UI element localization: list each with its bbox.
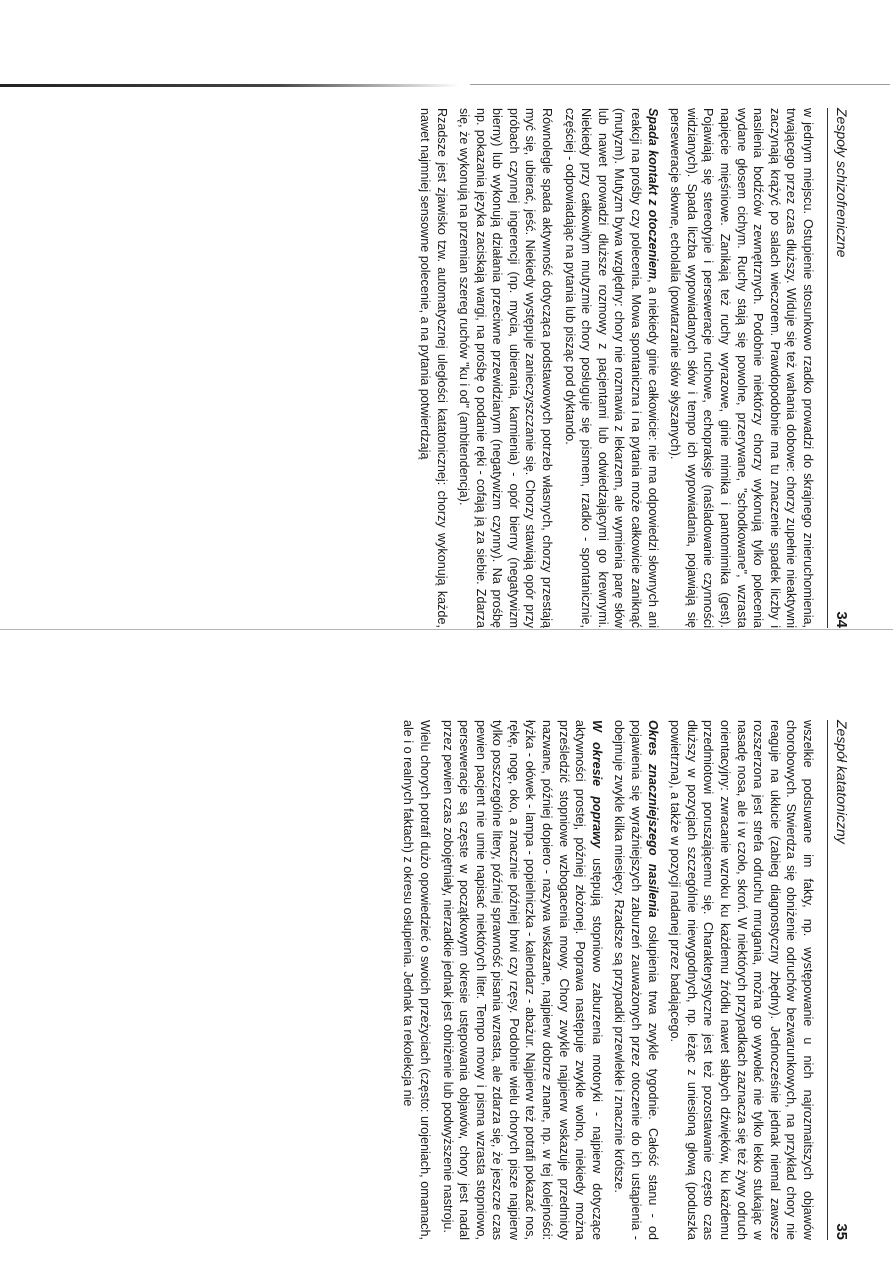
page-body [56,108,816,628]
page-header [828,108,850,628]
scan-line-right [470,84,890,85]
paragraph: w jednym miejscu. Ostupienie stosunkowo rzadko prowadzi do skrajnego znieruchomienia, trwającego przez czas dłuższy. Widuje się też wahania dobowe: chorzy zupełnie nieaktywni zaczynają krążyć po salach wieczorem. Prawdopodobnie ma tu znaczenie spadek liczby i nasilenia bodźców zewnętrznych. Podobnie niektórzy chorzy wykonują tylko polecenia wydane głosem cichym. Ruchy stają się powolne, przerywane, "schodkowane", wzrasta napięcie mięśniowe. Zanikają też ruchy wyrazowe, ginie mimika i pantomimika (gest). Pojawiają się stereotypie i perseweracje ruchowe, echopraksje (naśladowanie czynności widzianych). Spada liczba wypowiadanych słów i tempo ich wypowiadania, pojawiają się perseweracje słowne, echolalia (powtarzanie słów słyszanych). [668,108,815,628]
page-number: 35 [833,1223,850,1240]
paragraph: Okres znaczniejszego nasilenia osłupienia trwa zwykle tygodnie. Całość stanu - od pojawienia się wyraźniejszych zaburzeń zauważonych przez otoczenie do ich ustąpienia - obejmuje zwykle kilka miesięcy. Rzadsze są przypadki przewlekłe i znacznie krótsze. [612,720,660,1240]
running-head: Zespoły schizofreniczne [834,108,850,258]
page-body [56,720,816,1240]
book-gutter [0,629,893,630]
paragraph: Spada kontakt z otoczeniem, a niekiedy ginie całkowicie: nie ma odpowiedzi słownych ani reakcji na prośby czy polecenia. Mowa spontaniczna i na pytania może całkowicie zaniknąć (mutyzm). Mutyzm bywa względny: chory nie rozmawia z lekarzem, ale wymienia parę słów lub nawet prowadzi dłuższe rozmowy z pacjentami lub odwiedzającymi go krewnymi. Niekiedy przy całkowitym mutyzmie chory posługuje się pismem, rzadko - spontanicznie, częściej - odpowiadając na pytania lub pisząc pod dyktando. [562,108,660,628]
scan-edge-shadow [0,84,460,87]
running-head: Zespół katatoniczny [834,720,850,844]
paragraph: wszelkie podsuwane im fakty, np. występowanie u nich najrozmaitszych objawów chorobowych. Stwierdza się obniżenie odruchów bezwarunkowych, na przykład chory nie reaguje na ukłucie (zabieg diagnostyczny zbędny). Jednocześnie jednak niemal zawsze rozszerzona jest strefa odruchu mrugania, można go wywołać nie tylko lekko stukając w nasadę nosa, ale i w czoło, skroń. W niektórych przypadkach zaznacza się też żywy odruch orientacyjny: zwracanie wzroku ku każdemu źródłu nawet słabych dźwięków, ku każdemu przedmiotowi poruszającemu się. Charakterystyczne jest też pozostawanie często czas dłuższy w pozycjach szczególnie niewygodnych, np. leżąc z uniesioną głową (poduszka powietrzna), a także w pozycji nadanej przez badającego. [668,720,815,1240]
paragraph: Wielu chorych potrafi dużo opowiedzieć o swoich przeżyciach (często: urojeniach, omamach, ale i o realnych faktach) z okresu osłupienia. Jednak ta rekolekcja nie [401,720,432,1240]
page-number: 34 [833,611,850,628]
header-rule [827,720,828,1240]
header-rule [827,108,828,628]
paragraph: W okresie poprawy ustępują stopniowo zaburzenia motoryki - najpierw dotyczące aktywności prostej, później złożonej. Poprawa następuje zwykle wolno, niekiedy można prześledzić stopniowe wzbogacenia mowy. Chory zwykle najpierw wskazuje przedmioty nazwane, później dopiero - nazywa wskazane, najpierw dobrze znane, np. w tej kolejności: łyżka - ołówek - lampa - popielniczka - kalendarz - abażur. Najpierw też potrafi pokazać nos, rękę, nogę, oko, a znacznie później brwi czy rzęsy. Podobnie wielu chorych pisze najpierw tylko poszczególne litery, później sprawność pisania wzrasta, ale zdarza się, że jeszcze czas pewien pacjent nie umie napisać niektórych liter. Tempo mowy i pisma wzrasta stopniowo, perseweracje są częste w początkowym okresie ustępowania objawów, chory jest nadal przez pewien czas zobojętniały, nierzadkie jednak jest obniżenie lub podwyższenie nastroju. [440,720,604,1240]
page-header [828,720,850,1240]
paragraph: Rzadsze jest zjawisko tzw. automatycznej uległości katatonicznej: chorzy wykonują każde, nawet najmniej sensowne polecenie, a na pytania potwierdzają [417,108,449,628]
page-35 [50,720,850,1240]
paragraph: Równolegle spada aktywność dotycząca podstawowych potrzeb własnych, chorzy przestają myć się, ubierać, jeść. Niekiedy występuje zanieczyszczanie się. Chorzy stawiają opór przy próbach czynnej ingerencji (np. mycia, ubierania, karmienia) - opór bierny (negatywizm bierny) lub wykonują działania przeciwne przewidzianym (negatywizm czynny). Na prośbę np. pokazania języka zaciskają wargi, na prośbę o podanie ręki - cofają ją za siebie. Zdarza się, że wykonują na przemian szereg ruchów "ku i od" (ambitendencja). [457,108,555,628]
page-34 [50,108,850,628]
